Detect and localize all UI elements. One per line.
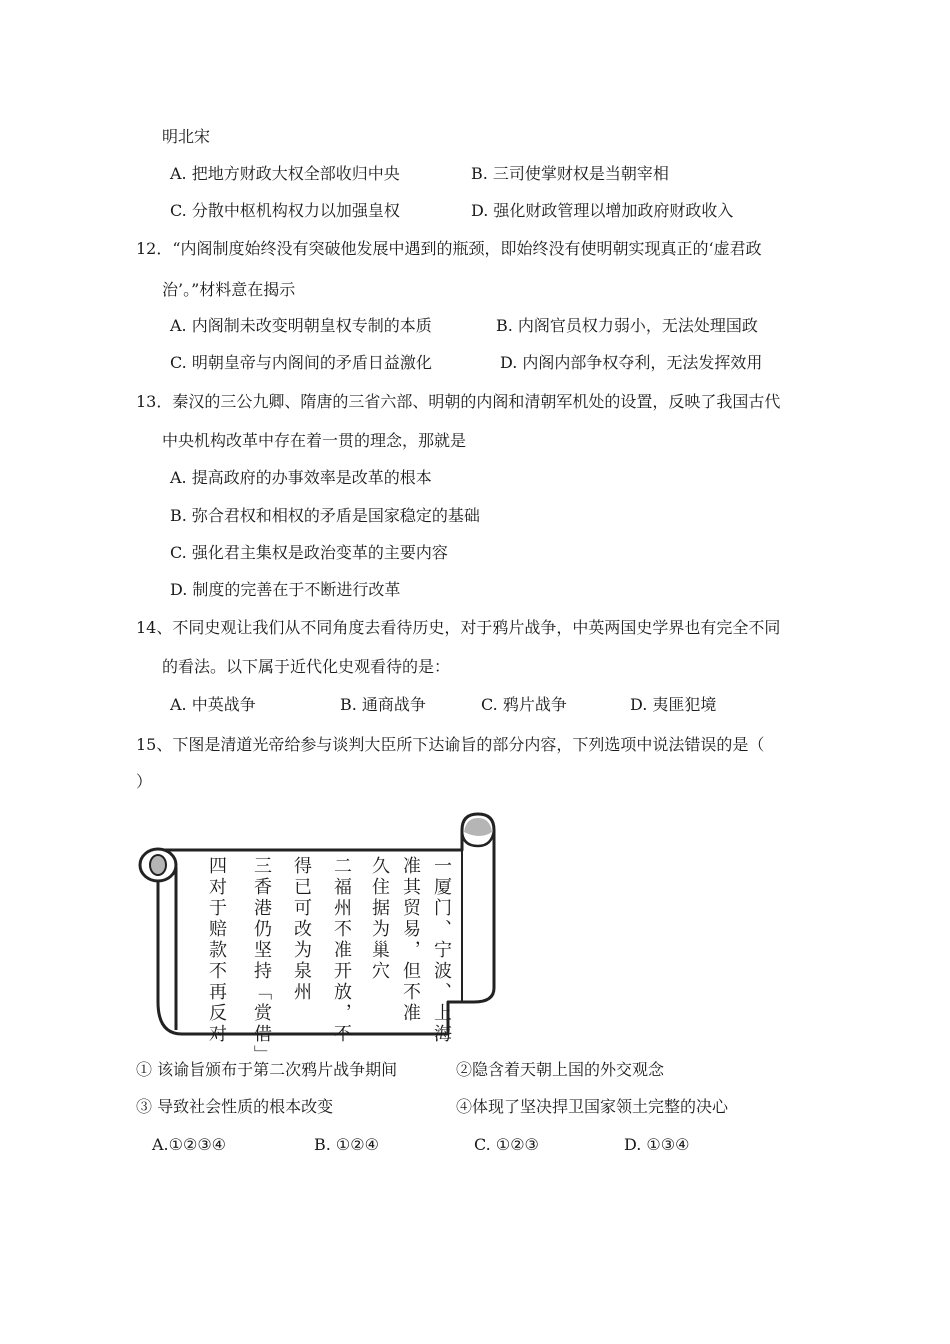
q12-stem-line2: 治’。”材料意在揭示 xyxy=(162,280,296,299)
q14-stem-line2: 的看法。以下属于近代化史观看待的是： xyxy=(162,657,451,676)
q11-option-d: D. 强化财政管理以增加政府财政收入 xyxy=(471,201,734,220)
q12-option-d: D. 内阁内部争权夺利，无法发挥效用 xyxy=(500,353,763,372)
q12-stem-line1: 12．“内阁制度始终没有突破他发展中遇到的瓶颈，即始终没有使明朝实现真正的‘虚君政 xyxy=(136,239,762,258)
q11-option-a: A. 把地方财政大权全部收归中央 xyxy=(170,164,400,183)
q15-stem-line1: 15、下图是清道光帝给参与谈判大臣所下达谕旨的部分内容，下列选项中说法错误的是（ xyxy=(136,735,765,754)
q15-statement-4: ④体现了坚决捍卫国家领土完整的决心 xyxy=(456,1097,729,1116)
scroll-column-1: 一厦门、宁波、上海 xyxy=(431,856,452,1045)
scroll-column-7: 四对于赔款不再反对 xyxy=(206,856,227,1045)
q15-option-a: A.①②③④ xyxy=(152,1135,227,1154)
q13-option-a: A. 提高政府的办事效率是改革的根本 xyxy=(170,468,432,487)
q12-option-b: B. 内阁官员权力弱小，无法处理国政 xyxy=(496,316,758,335)
q15-option-d: D. ①③④ xyxy=(624,1135,690,1154)
q11-stem-continuation: 明北宋 xyxy=(162,127,211,146)
scroll-column-2: 准其贸易，但不准 xyxy=(400,856,421,1024)
q14-option-c: C. 鸦片战争 xyxy=(481,695,567,714)
q12-option-a: A. 内阁制未改变明朝皇权专制的本质 xyxy=(170,316,432,335)
q15-statement-1: ① 该谕旨颁布于第二次鸦片战争期间 xyxy=(136,1060,398,1079)
q15-statement-3: ③ 导致社会性质的根本改变 xyxy=(136,1097,334,1116)
q13-stem-line1: 13．秦汉的三公九卿、隋唐的三省六部、明朝的内阁和清朝军机处的设置，反映了我国古代 xyxy=(136,392,781,411)
q14-option-a: A. 中英战争 xyxy=(170,695,256,714)
q14-option-d: D. 夷匪犯境 xyxy=(630,695,717,714)
q13-option-c: C. 强化君主集权是政治变革的主要内容 xyxy=(170,543,448,562)
scroll-column-6: 三香港仍坚持「赏借」 xyxy=(251,856,272,1066)
q14-option-b: B. 通商战争 xyxy=(340,695,426,714)
scroll-column-3: 久住据为巢穴 xyxy=(369,856,390,982)
q13-option-d: D. 制度的完善在于不断进行改革 xyxy=(170,580,401,599)
scroll-column-4: 二福州不准开放，不 xyxy=(331,856,352,1045)
q15-option-b: B. ①②④ xyxy=(314,1135,379,1154)
q14-stem-line1: 14、不同史观让我们从不同角度去看待历史，对于鸦片战争，中英两国史学界也有完全不同 xyxy=(136,618,781,637)
q15-stem-line2: ） xyxy=(136,772,153,791)
q11-option-c: C. 分散中枢机构权力以加强皇权 xyxy=(170,201,400,220)
edict-scroll-image xyxy=(136,812,502,1066)
q13-stem-line2: 中央机构改革中存在着一贯的理念，那就是 xyxy=(162,431,467,450)
q15-statement-2: ②隐含着天朝上国的外交观念 xyxy=(456,1060,665,1079)
scroll-column-5: 得已可改为泉州 xyxy=(291,856,312,1003)
q13-option-b: B. 弥合君权和相权的矛盾是国家稳定的基础 xyxy=(170,506,480,525)
q11-option-b: B. 三司使掌财权是当朝宰相 xyxy=(471,164,669,183)
q12-option-c: C. 明朝皇帝与内阁间的矛盾日益激化 xyxy=(170,353,432,372)
q15-option-c: C. ①②③ xyxy=(474,1135,539,1154)
